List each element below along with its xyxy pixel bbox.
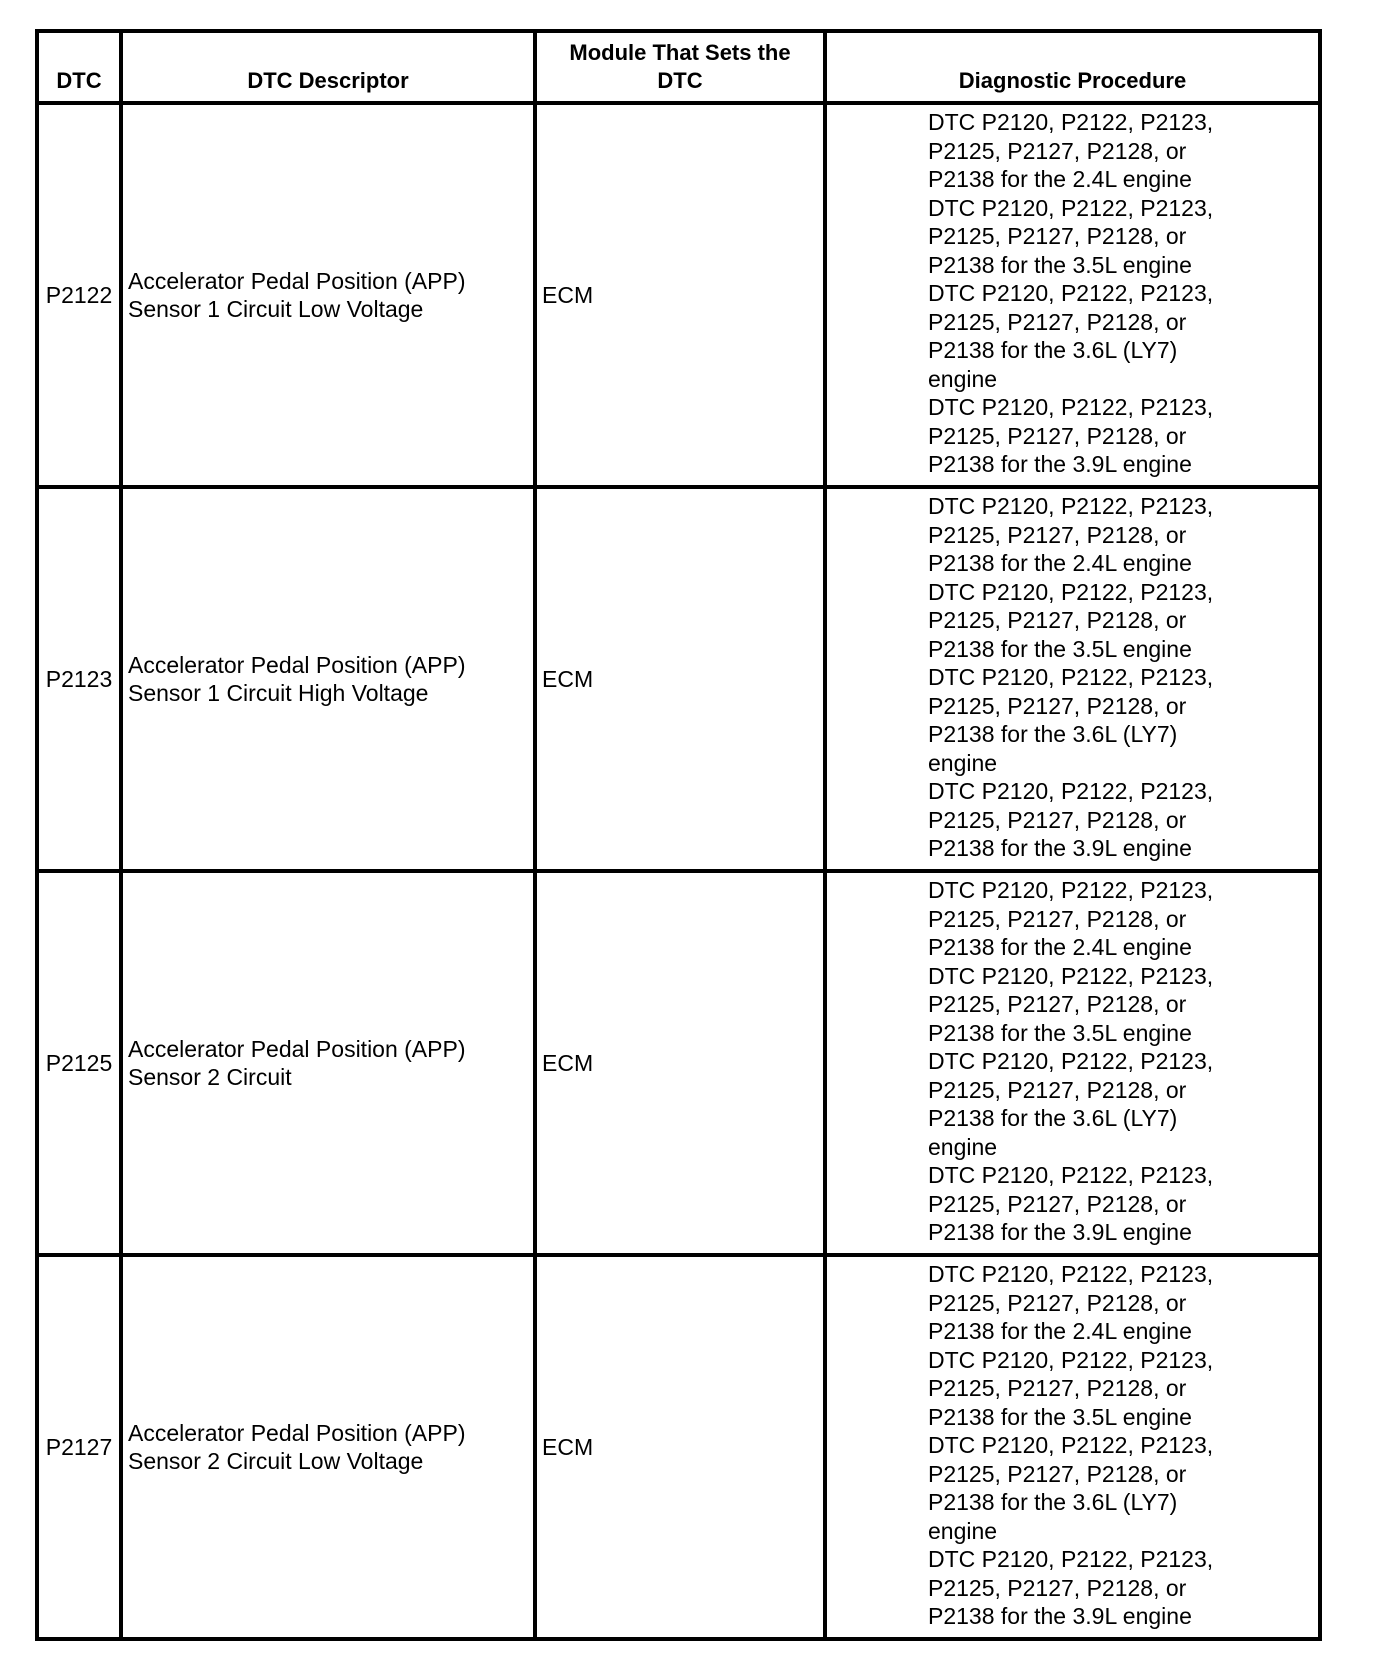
procedure-link[interactable] [928, 194, 1248, 280]
table-row [37, 103, 1320, 487]
diagnostic-procedures [825, 871, 1320, 1255]
dtc-code: P2125 [37, 871, 121, 1255]
procedure-line: P2138 for the 3.6L (LY7) [928, 337, 1178, 363]
procedure-link[interactable] [928, 1346, 1248, 1432]
descriptor-line: Sensor 2 Circuit [128, 1064, 292, 1090]
dtc-code: P2122 [37, 103, 121, 487]
descriptor-line: Sensor 2 Circuit Low Voltage [128, 1448, 424, 1474]
procedure-line: DTC P2120, P2122, P2123, [928, 109, 1214, 135]
diagnostic-procedures [825, 487, 1320, 871]
table-body [37, 103, 1320, 1639]
procedure-line: P2138 for the 3.6L (LY7) [928, 721, 1178, 747]
module-name: ECM [535, 871, 825, 1255]
procedure-line: DTC P2120, P2122, P2123, [928, 1432, 1214, 1458]
procedure-line: P2125, P2127, P2128, or [928, 607, 1187, 633]
procedure-line: P2138 for the 2.4L engine [928, 934, 1192, 960]
procedure-line: P2125, P2127, P2128, or [928, 1460, 1187, 1487]
module-name: ECM [535, 103, 825, 487]
procedure-line: P2138 for the 2.4L engine [928, 550, 1192, 576]
procedure-line: DTC P2120, P2122, P2123, [928, 493, 1214, 519]
procedure-line: P2125, P2127, P2128, or [928, 991, 1187, 1017]
dtc-table [35, 29, 1322, 1641]
procedure-line: DTC P2120, P2122, P2123, [928, 1261, 1214, 1287]
procedure-link[interactable] [928, 663, 1248, 777]
procedure-link[interactable] [928, 1260, 1248, 1346]
procedure-line: P2125, P2127, P2128, or [928, 1375, 1187, 1401]
dtc-code: P2127 [37, 1255, 121, 1639]
procedure-link[interactable] [928, 1431, 1248, 1545]
diagnostic-procedures [825, 1255, 1320, 1639]
descriptor-line: Sensor 1 Circuit High Voltage [128, 680, 429, 706]
procedure-line: engine [928, 1133, 998, 1160]
procedure-link[interactable] [928, 1545, 1248, 1631]
table-row [37, 487, 1320, 871]
module-name: ECM [535, 487, 825, 871]
procedure-line: P2125, P2127, P2128, or [928, 692, 1187, 719]
procedure-line: P2125, P2127, P2128, or [928, 137, 1187, 164]
module-name: ECM [535, 1255, 825, 1639]
procedure-link[interactable] [928, 279, 1248, 393]
header-module-line2: DTC [657, 68, 703, 93]
procedure-line: P2138 for the 3.6L (LY7) [928, 1489, 1178, 1515]
descriptor-line: Accelerator Pedal Position (APP) [128, 651, 466, 678]
procedure-line: DTC P2120, P2122, P2123, [928, 1162, 1214, 1188]
procedure-link[interactable] [928, 1161, 1248, 1247]
procedure-line: P2138 for the 3.5L engine [928, 251, 1192, 278]
dtc-descriptor [121, 487, 535, 871]
header-module-line1: Module That Sets the [569, 40, 791, 65]
procedure-link[interactable] [928, 578, 1248, 664]
descriptor-line: Accelerator Pedal Position (APP) [128, 267, 466, 294]
procedure-link[interactable] [928, 108, 1248, 194]
procedure-line: DTC P2120, P2122, P2123, [928, 1546, 1214, 1572]
header-module [535, 31, 825, 103]
procedure-line: P2138 for the 3.9L engine [928, 451, 1192, 477]
procedure-link[interactable] [928, 492, 1248, 578]
procedure-line: DTC P2120, P2122, P2123, [928, 1346, 1214, 1373]
header-dtc: DTC [37, 31, 121, 103]
procedure-line: P2125, P2127, P2128, or [928, 806, 1187, 833]
header-row [37, 31, 1320, 103]
procedure-line: DTC P2120, P2122, P2123, [928, 280, 1214, 306]
procedure-line: DTC P2120, P2122, P2123, [928, 962, 1214, 989]
descriptor-line: Sensor 1 Circuit Low Voltage [128, 296, 424, 322]
procedure-link[interactable] [928, 962, 1248, 1048]
procedure-line: P2138 for the 3.5L engine [928, 1019, 1192, 1046]
procedure-line: P2138 for the 3.9L engine [928, 835, 1192, 861]
procedure-line: DTC P2120, P2122, P2123, [928, 877, 1214, 903]
procedure-line: P2125, P2127, P2128, or [928, 1190, 1187, 1217]
procedure-line: engine [928, 365, 998, 392]
header-procedure: Diagnostic Procedure [825, 31, 1320, 103]
dtc-descriptor [121, 103, 535, 487]
procedure-line: P2138 for the 3.5L engine [928, 1403, 1192, 1430]
procedure-line: P2138 for the 3.9L engine [928, 1603, 1192, 1629]
procedure-line: P2125, P2127, P2128, or [928, 1076, 1187, 1103]
procedure-line: DTC P2120, P2122, P2123, [928, 664, 1214, 690]
procedure-line: P2138 for the 2.4L engine [928, 1318, 1192, 1344]
diagnostic-procedures [825, 103, 1320, 487]
procedure-line: P2138 for the 2.4L engine [928, 166, 1192, 192]
procedure-line: engine [928, 749, 998, 776]
table-row [37, 871, 1320, 1255]
procedure-link[interactable] [928, 777, 1248, 863]
procedure-line: P2125, P2127, P2128, or [928, 1574, 1187, 1601]
dtc-code: P2123 [37, 487, 121, 871]
procedure-line: DTC P2120, P2122, P2123, [928, 1048, 1214, 1074]
table-header [37, 31, 1320, 103]
procedure-link[interactable] [928, 1047, 1248, 1161]
procedure-line: P2138 for the 3.6L (LY7) [928, 1105, 1178, 1131]
procedure-line: DTC P2120, P2122, P2123, [928, 394, 1214, 420]
procedure-line: P2125, P2127, P2128, or [928, 223, 1187, 249]
procedure-link[interactable] [928, 876, 1248, 962]
procedure-link[interactable] [928, 393, 1248, 479]
procedure-line: DTC P2120, P2122, P2123, [928, 778, 1214, 804]
dtc-descriptor [121, 1255, 535, 1639]
procedure-line: P2138 for the 3.9L engine [928, 1219, 1192, 1245]
procedure-line: P2125, P2127, P2128, or [928, 521, 1187, 548]
procedure-line: P2138 for the 3.5L engine [928, 635, 1192, 662]
procedure-line: DTC P2120, P2122, P2123, [928, 194, 1214, 221]
procedure-line: engine [928, 1517, 998, 1544]
dtc-descriptor [121, 871, 535, 1255]
procedure-line: DTC P2120, P2122, P2123, [928, 578, 1214, 605]
procedure-line: P2125, P2127, P2128, or [928, 1289, 1187, 1316]
table-row [37, 1255, 1320, 1639]
procedure-line: P2125, P2127, P2128, or [928, 905, 1187, 932]
procedure-line: P2125, P2127, P2128, or [928, 308, 1187, 335]
procedure-line: P2125, P2127, P2128, or [928, 422, 1187, 449]
descriptor-line: Accelerator Pedal Position (APP) [128, 1035, 466, 1062]
header-descriptor: DTC Descriptor [121, 31, 535, 103]
descriptor-line: Accelerator Pedal Position (APP) [128, 1419, 466, 1446]
